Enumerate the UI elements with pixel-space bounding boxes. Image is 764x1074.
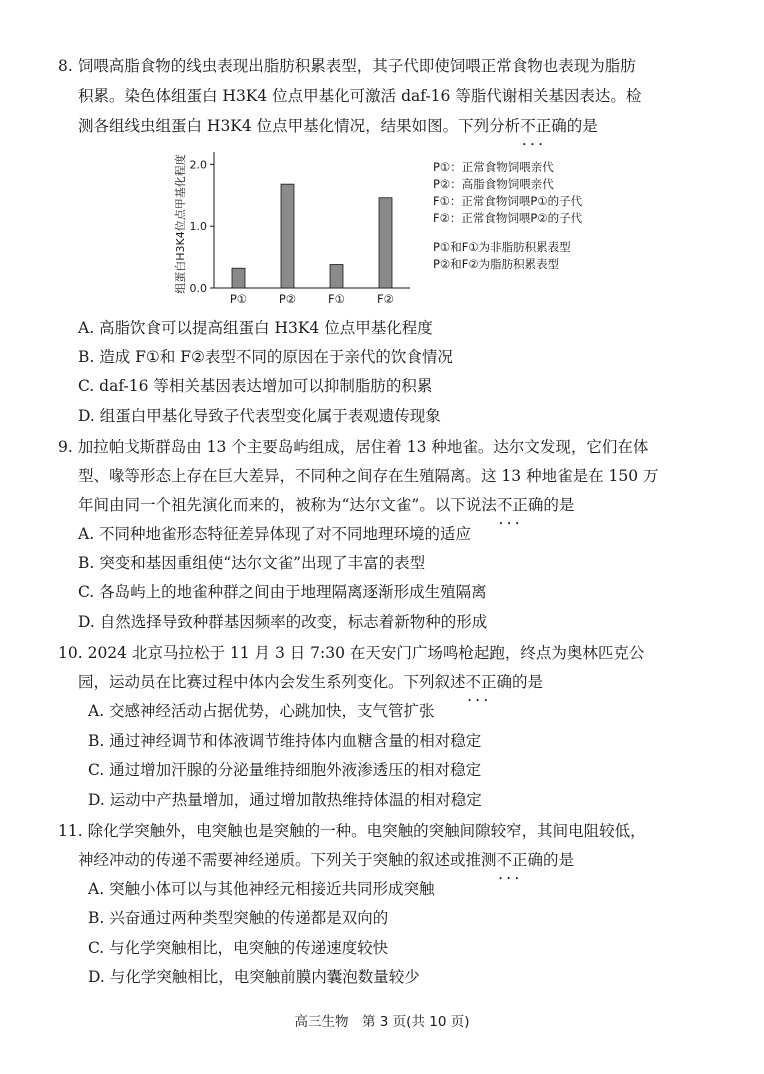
q8-option-c[interactable]: C. daf-16 等相关基因表达增加可以抑制脂肪的积累 [78, 377, 433, 395]
legend-note-1: P①和F①为非脂肪积累表型 [433, 240, 571, 254]
y-tick-label: 2.0 [189, 158, 207, 172]
q9-option-c[interactable]: C. 各岛屿上的地雀种群之间由于地理隔离逐渐形成生殖隔离 [78, 583, 487, 601]
bar-1 [281, 184, 294, 288]
page-footer: 高三生物 第 3 页(共 10 页) [294, 1014, 470, 1030]
q9-stem-end: 的是 [543, 496, 575, 514]
x-ticks [230, 292, 394, 306]
x-tick-label: F② [377, 292, 394, 306]
q10-emphasis: 不正确 ••• [466, 673, 513, 691]
q8-stem-line1: 8. 饲喂高脂食物的线虫表现出脂肪积累表型，其子代即使饲喂正常食物也表现为脂肪 [58, 57, 636, 75]
q10-option-d[interactable]: D. 运动中产热量增加，通过增加散热维持体温的相对稳定 [88, 791, 482, 809]
legend-item-p2: P②：高脂食物饲喂亲代 [433, 177, 554, 191]
q9-option-b[interactable]: B. 突变和基因重组使“达尔文雀”出现了丰富的表型 [78, 554, 426, 572]
q10-option-c[interactable]: C. 通过增加汗腺的分泌量维持细胞外液渗透压的相对稳定 [88, 761, 482, 779]
x-tick-label: P② [278, 292, 297, 306]
q9-stem-line3 [78, 494, 574, 516]
q8-stem-line2: 积累。染色体组蛋白 H3K4 位点甲基化可激活 daf-16 等脂代谢相关基因表达。检 [78, 87, 642, 105]
legend-note-2: P②和F②为脂肪积累表型 [433, 257, 560, 271]
x-tick-label: P① [229, 292, 248, 306]
methylation-bar-chart [170, 138, 430, 310]
q8-stem-text: 测各组线虫组蛋白 H3K4 位点甲基化情况，结果如图。下列分析 [78, 117, 521, 135]
chart-legend [433, 159, 582, 273]
q8-emphasis: 不正确 ••• [520, 117, 567, 135]
q9-option-d[interactable]: D. 自然选择导致种群基因频率的改变，标志着新物种的形成 [78, 613, 488, 631]
q8-option-a[interactable]: A. 高脂饮食可以提高组蛋白 H3K4 位点甲基化程度 [78, 319, 433, 337]
q9-stem-line1: 9. 加拉帕戈斯群岛由 13 个主要岛屿组成，居住着 13 种地雀。达尔文发现，它们在体 [58, 438, 649, 456]
q10-option-b[interactable]: B. 通过神经调节和体液调节维持体内血糖含量的相对稳定 [88, 732, 482, 750]
q8-option-d[interactable]: D. 组蛋白甲基化导致子代表型变化属于表观遗传现象 [78, 407, 441, 425]
bar-3 [379, 198, 392, 288]
q11-option-c[interactable]: C. 与化学突触相比，电突触的传递速度较快 [88, 939, 389, 957]
legend-item-p1: P①：正常食物饲喂亲代 [433, 160, 554, 174]
x-tick-label: F① [328, 292, 345, 306]
y-tick-label: 1.0 [189, 220, 207, 234]
q9-stem-text: 年间由同一个祖先演化而来的，被称为“达尔文雀”。以下说法 [78, 496, 497, 514]
legend-item-f1: F①：正常食物饲喂P①的子代 [433, 194, 583, 208]
y-axis-label: 组蛋白H3K4位点甲基化程度 [174, 154, 187, 294]
bar-2 [330, 265, 343, 288]
q11-option-b[interactable]: B. 兴奋通过两种类型突触的传递都是双向的 [88, 909, 389, 927]
q9-stem-line2: 型、喙等形态上存在巨大差异，不同种之间存在生殖隔离。这 13 种地雀是在 150 万 [78, 467, 659, 485]
q10-stem-line2 [78, 671, 543, 693]
q9-option-a[interactable]: A. 不同种地雀形态特征差异体现了对不同地理环境的适应 [78, 525, 472, 543]
q11-stem-end: 的是 [543, 851, 575, 869]
q9-emphasis: 不正确 ••• [497, 496, 544, 514]
q11-stem-text: 神经冲动的传递不需要神经递质。下列关于突触的叙述或推测 [78, 851, 497, 869]
q11-stem-line1: 11. 除化学突触外，电突触也是突触的一种。电突触的突触间隙较窄，其间电阻较低， [58, 822, 646, 840]
q8-stem-line3 [78, 115, 598, 137]
q11-stem-line2 [78, 849, 574, 871]
bars [232, 184, 392, 288]
q11-option-a[interactable]: A. 突触小体可以与其他神经元相接近共同形成突触 [88, 880, 435, 898]
legend-item-f2: F②：正常食物饲喂P②的子代 [433, 211, 583, 225]
q10-stem-end: 的是 [512, 673, 544, 691]
q11-option-d[interactable]: D. 与化学突触相比，电突触前膜内囊泡数量较少 [88, 968, 420, 986]
y-ticks [190, 158, 215, 295]
q8-option-b[interactable]: B. 造成 F①和 F②表型不同的原因在于亲代的饮食情况 [78, 348, 453, 366]
y-tick-label: 0.0 [189, 282, 207, 295]
bar-0 [232, 268, 245, 288]
q11-emphasis: 不正确 ••• [497, 851, 544, 869]
q8-stem-end: 的是 [566, 117, 598, 135]
q10-option-a[interactable]: A. 交感神经活动占据优势，心跳加快，支气管扩张 [88, 702, 435, 720]
q10-stem-line1: 10. 2024 北京马拉松于 11 月 3 日 7:30 在天安门广场鸣枪起跑，终点为奥林匹克公 [58, 644, 645, 662]
q10-stem-text: 园，运动员在比赛过程中体内会发生系列变化。下列叙述 [78, 673, 466, 691]
